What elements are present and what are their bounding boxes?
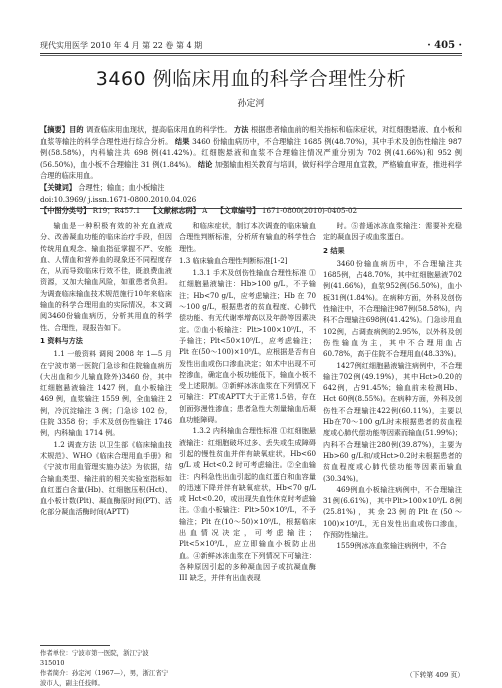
keywords-text: 合理性；输血；血小板输注 [78, 182, 165, 192]
subsection-heading: 1.3.1 手术及创伤性输血合理性标准 [192, 268, 307, 278]
articleid-label: 【文章编号】 [216, 206, 260, 216]
footnote [40, 648, 172, 688]
author-affiliation: 作者单位：宁波市第一医院，浙江宁波 315010 [40, 649, 149, 667]
paragraph: 469例血小板输注病例中，不合理输注31例(6.61%)，其中Plt>100×10⁹/L 8例(25.81%)，其余23例的Plt在(50～100)×10⁹/L，无自发性出血或伤口渗血，作预防性输注。 [323, 484, 462, 540]
column-3 [323, 220, 462, 552]
paragraph: 和临床症状，制订本次调查的临床输血合理性判断标准，分析所有输血的科学性合理性。 [179, 221, 316, 253]
keywords-line [40, 182, 462, 194]
section-heading: 2 结果 [323, 245, 345, 255]
articleid-value: 1671-0800(2010)-0405-02 [261, 206, 358, 216]
doccode-label: 【文献标志码】 [149, 206, 200, 216]
subsection-heading: 1.2 调查方法 [53, 439, 97, 449]
paragraph-text: ①红细胞悬液输注：Hb>100 g/L，不予输注；Hb<70 g/L，应考虑输注；Hb 在 70～100 g/L，根据患者的贫血程度、心肺代偿功能、有无代谢率增高以及年龄等因素决定。②血小板输注：Plt>100×10⁹/L，不予输注；Plt<50×10⁹/L，应考虑输注；Plt 在(50～100)×10⁹/L，应根据是否有自发性出血或伤口渗血决定；如术中出现不可控渗血，确定血小板功能低下，输血小板不受上述限制。③新鲜冰冻血浆在下列情况下可输注：PT或APTT大于正常1.5倍，存在创面弥漫性渗血；患者急性大剂量输血后凝血功能障碍。 [179, 268, 316, 425]
doi-line: doi:10.3969/ j.issn.1671-0800.2010.04.026 [40, 194, 197, 204]
journal-info: 现代实用医学 2010 年 4 月 第 22 卷 第 4 期 [40, 41, 203, 50]
results-text: 3460 份输血病历中，不合理输注 1685 例(48.70%)，其中手术及创伤性输注 987 例(58.58%)，内科输注共 698 例(41.42%)。红细胞悬液和血浆不合理输注情况严重分别为 702 例(41.66%)和 952 例(56.50%)，血小板不合理输注 31 例(1.84%)。 [40, 136, 462, 169]
running-header [40, 40, 462, 51]
keywords-label: 【关键词】 [40, 182, 76, 192]
objective-label: 【摘要】目的 [40, 125, 84, 134]
methods-label: 方法 [234, 125, 249, 134]
header-rule-thin [40, 55, 462, 56]
conclusion-text: 加强输血相关教育与培训，做好科学合理用血宣教，严格输血审查，推进科学合理的临床用血。 [40, 159, 462, 181]
abstract-rule [40, 208, 462, 209]
paragraph-text: 调阅 2008 年 1—5 月在宁波市第一医院门急诊和住院输血病历(大出血和少儿输血除外)3460 份，其中红细胞悬液输注 1427 例，血小板输注 469 例，血浆输注 1559 例，全血输注 2 例，冷沉淀输注 3 例；门急诊 102 份，住院 3358 份；手术及创伤性输注 1746 例，内科输血 1714 例。 [40, 349, 172, 438]
clc-label: 【中图分类号】 [40, 206, 91, 216]
paragraph-text: 以卫生部《临床输血技术规范》、WHO《临床合理用血手册》和《宁波市用血管理实施办法》为依据，结合输血类型、输注前的相关实验室指标如血红蛋白含量(Hb)、红细胞压积(Hct)、血小板计数(Plt)、凝血酶原时间(PT)、活化部分凝血活酶时间(APTT) [40, 439, 172, 517]
page-number: · 405 · [427, 40, 462, 51]
article-title: 3460 例临床用血的科学合理性分析 [95, 68, 407, 90]
paragraph: 1427例红细胞悬液输注病例中，不合理输注702例(49.19%)，其中Hct>0.20的642例，占91.45%；输血前未检测Hb、Hct 60例(8.55%)。在病种方面，外科及创伤性不合理输注422例(60.11%)，主要以Hb在70～100 g/L时未根据患者的贫血程度或心肺代偿功能等因素而输血(51.99%)；内科不合理输注280例(39.87%)，主要为Hb>60 g/L和/或Hct>0.2时未根据患者的贫血程度或心肺代偿功能等因素而输血(30.34%)。 [323, 360, 462, 483]
subsection-heading: 1.3 临床输血合理性判断标准[1-2] [179, 255, 288, 265]
column-1 [40, 220, 172, 518]
footnote-rule [40, 645, 110, 646]
paragraph: 1559例冰冻血浆输注病例中，不合 [336, 541, 447, 551]
author-bio: 作者简介：孙定河（1967—），男，浙江省宁波市人，副主任技师。 [40, 669, 169, 687]
paragraph [40, 439, 172, 518]
classification-line [40, 205, 462, 217]
header-rule [40, 53, 462, 54]
conclusion-label: 结论 [197, 159, 213, 169]
article-author: 孙定河 [237, 99, 265, 109]
subsection-heading: 1.1 一般资料 [53, 349, 97, 359]
paragraph: 时。⑤普通冰冻血浆输注：需要补充稳定的凝血因子或血浆蛋白。 [323, 221, 462, 242]
column-2 [179, 220, 316, 584]
methods-text: 根据患者输血前的相关指标和临床症状，对红细胞悬液、血小板和血浆等输注的科学合理性进行综合分析。 [40, 125, 462, 146]
section-heading: 1 资料与方法 [40, 335, 83, 345]
subsection-heading: 1.3.2 内科输血合理性标准 [192, 426, 278, 436]
abstract-body [40, 124, 462, 182]
objective-text: 调查临床用血现状，提高临床用血的科学性。 [86, 125, 232, 134]
continued-note: （下转第 409 页） [406, 671, 465, 679]
doccode-value: A [202, 206, 208, 216]
abstract-block [40, 124, 462, 217]
paragraph [40, 348, 172, 438]
clc-value: R19；R457.1 [92, 206, 141, 216]
intro-paragraph: 输血是一种积极有效的补充血液成分、改善凝血功能的临床治疗手段，但因传统用血观念、输血指征掌握不严、安能血、人情血和营养血的现象还不同程度存在，从而导致临床行效不佳，既浪费血液资源，又加大输血风险，如重患者负担。为调查临床输血技术规范施行10年来临床输血的科学合理用血的实际情况，本文调阅3460份输血病历，分析其用血的科学性、合理性，现报告如下。 [40, 221, 172, 332]
results-label: 结果 [174, 136, 190, 146]
paragraph: 3460份输血病历中，不合理输注共1685例，占48.70%，其中红细胞悬液702例(41.66%)，血浆952例(56.50%)，血小板31例(1.84%)。在病种方面，外科及创伤性输注中，不合理输注987例(58.58%)，内科不合理输注698例(41.42%)。门急诊用血102例，占调查病例的2.95%，以外科及创伤性输血为主，其中不合理用血占60.78%，高于住院不合理用血(48.33%)。 [323, 258, 462, 359]
paragraph [179, 267, 316, 425]
paragraph [179, 425, 316, 583]
paragraph-text: ①红细胞悬液输注：红细胞破坏过多、丢失或生成障碍引起的慢性贫血并伴有缺氧症状，Hb<60 g/L 或 Hct<0.2 时可考虑输注。②全血输注：内科急性出血引起的血红蛋白和血容量的迅速下降并伴有缺氧症状，Hb<70 g/L 或 Hct<0.20，或出现失血性休克时考虑输注。③血小板输注：Plt>50×10⁹/L，不予输注；Plt 在(10～50)×10⁹/L，根据临床出血情况决定，可考虑输注；Plt<5×10⁹/L，应立即输血小板防止出血。④新鲜冰冻血浆在下列情况下可输注：各种原因引起的多种凝血因子或抗凝血酶 III 缺乏，并伴有出血表现 [179, 426, 316, 583]
